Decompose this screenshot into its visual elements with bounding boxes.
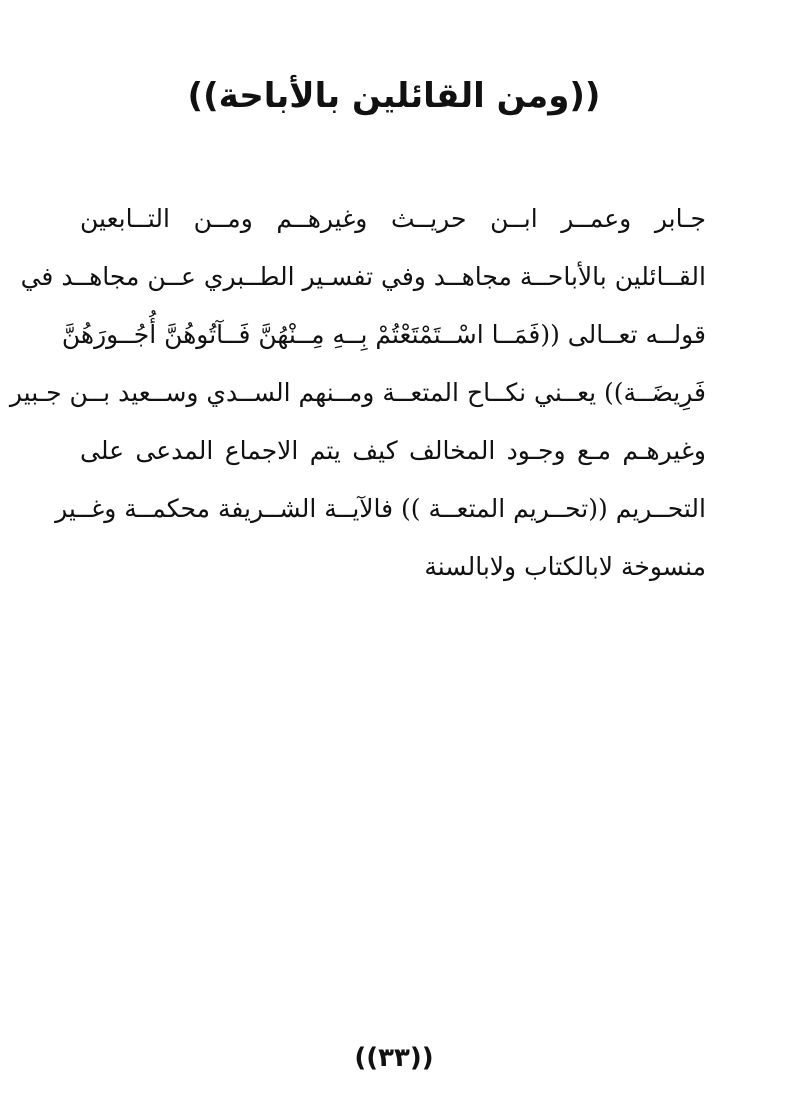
body-paragraph [9,190,706,596]
text-line: التحــريم ((تحــريم المتعــة )) فالآيــة الشــريفة محكمــة وغــير [55,494,706,523]
text-line: جـابر وعمــر ابــن حريــث وغيرهــم ومــن التــابعين [80,204,706,233]
text-line: فَرِيضَــة)) يعــني نكــاح المتعــة ومــنهم الســدي وســعيد بــن جـبير [9,378,706,407]
text-line: وغيرهـم مـع وجـود المخالف كيف يتم الاجماع المدعى على [80,436,706,465]
text-line: منسوخة لابالكتاب ولابالسنة [424,552,706,581]
page-title: ((ومن القائلين بالأباحة)) [187,76,601,116]
page-number: ((٣٣)) [354,1043,434,1073]
text-line: القــائلين بالأباحــة مجاهــد وفي تفسـير الطــبري عــن مجاهــد في [20,262,706,291]
text-line: قولــه تعــالى ((فَمَــا اسْــتَمْتَعْتُمْ بِــهِ مِــنْهُنَّ فَــآتُوهُنَّ أُجُــورَهُنَّ [61,320,706,349]
